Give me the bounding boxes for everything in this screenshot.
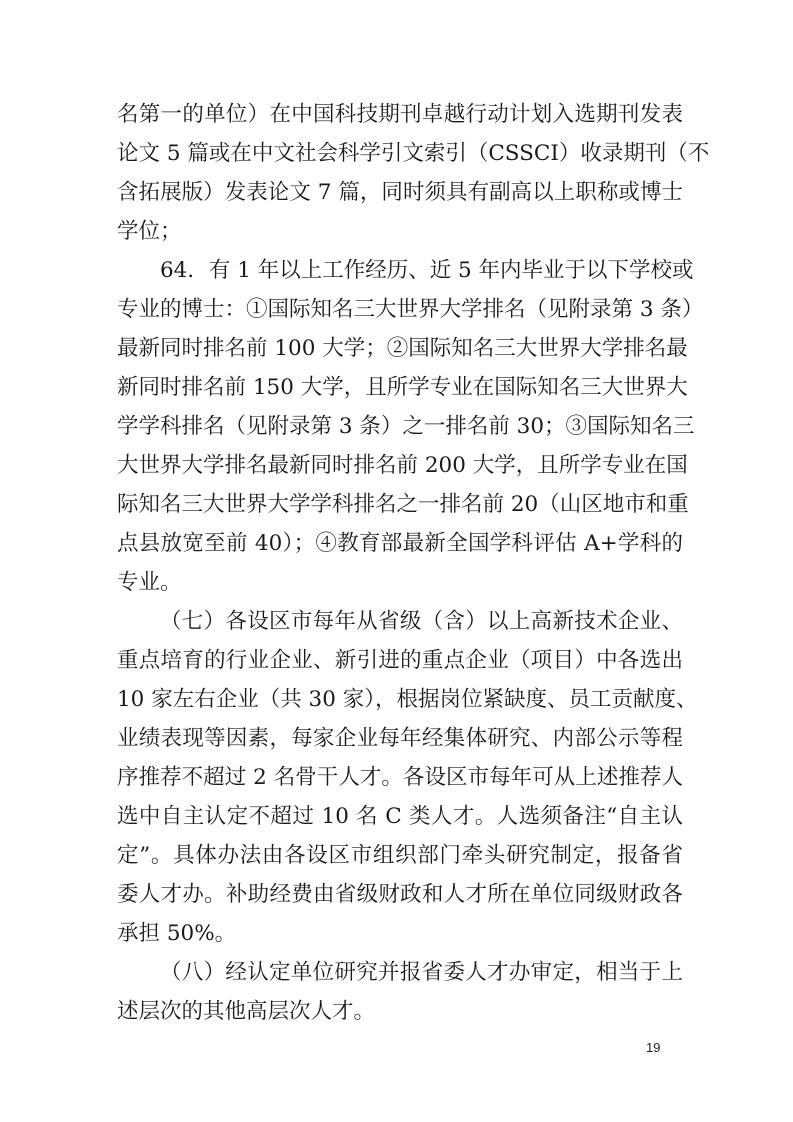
text-line: 重点培育的行业企业、新引进的重点企业（项目）中各选出	[117, 648, 683, 673]
text-line: 新同时排名前 150 大学，且所学专业在国际知名三大世界大	[117, 375, 688, 400]
text-line: 际知名三大世界大学学科排名之一排名前 20（山区地市和重	[117, 492, 689, 517]
text-line: 名第一的单位）在中国科技期刊卓越行动计划入选期刊发表	[117, 102, 683, 127]
text-line: 述层次的其他高层次人才。	[117, 999, 376, 1024]
text-line: 业绩表现等因素，每家企业每年经集体研究、内部公示等程	[117, 726, 683, 751]
text-line: 定”。具体办法由各设区市组织部门牵头研究制定，报备省	[117, 843, 683, 868]
text-line: 含拓展版）发表论文 7 篇，同时须具有副高以上职称或博士	[117, 180, 683, 205]
text-line: 10 家左右企业（共 30 家），根据岗位紧缺度、员工贡献度、	[117, 687, 698, 712]
text-line: 64．有 1 年以上工作经历、近 5 年内毕业于以下学校或	[160, 258, 694, 283]
text-line: 序推荐不超过 2 名骨干人才。各设区市每年可从上述推荐人	[117, 765, 683, 790]
text-line: 点县放宽至前 40）；④教育部最新全国学科评估 A+学科的	[117, 531, 683, 556]
text-line: （八）经认定单位研究并报省委人才办审定，相当于上	[160, 960, 683, 985]
text-line: 学学科排名（见附录第 3 条）之一排名前 30；③国际知名三	[117, 414, 695, 439]
text-line: 选中自主认定不超过 10 名 C 类人才。人选须备注“自主认	[117, 804, 683, 829]
text-line: 专业。	[117, 570, 182, 595]
page-number: 19	[646, 1040, 661, 1055]
text-line: 委人才办。补助经费由省级财政和人才所在单位同级财政各	[117, 882, 683, 907]
text-line: 专业的博士：①国际知名三大世界大学排名（见附录第 3 条）	[117, 297, 704, 322]
text-line: 承担 50%。	[117, 921, 237, 946]
text-line: 大世界大学排名最新同时排名前 200 大学，且所学专业在国	[117, 453, 688, 478]
text-line: 最新同时排名前 100 大学；②国际知名三大世界大学排名最	[117, 336, 688, 361]
text-line: 学位；	[117, 219, 182, 244]
text-line: 论文 5 篇或在中文社会科学引文索引（CSSCI）收录期刊（不	[117, 141, 710, 166]
text-line: （七）各设区市每年从省级（含）以上高新技术企业、	[160, 609, 683, 634]
